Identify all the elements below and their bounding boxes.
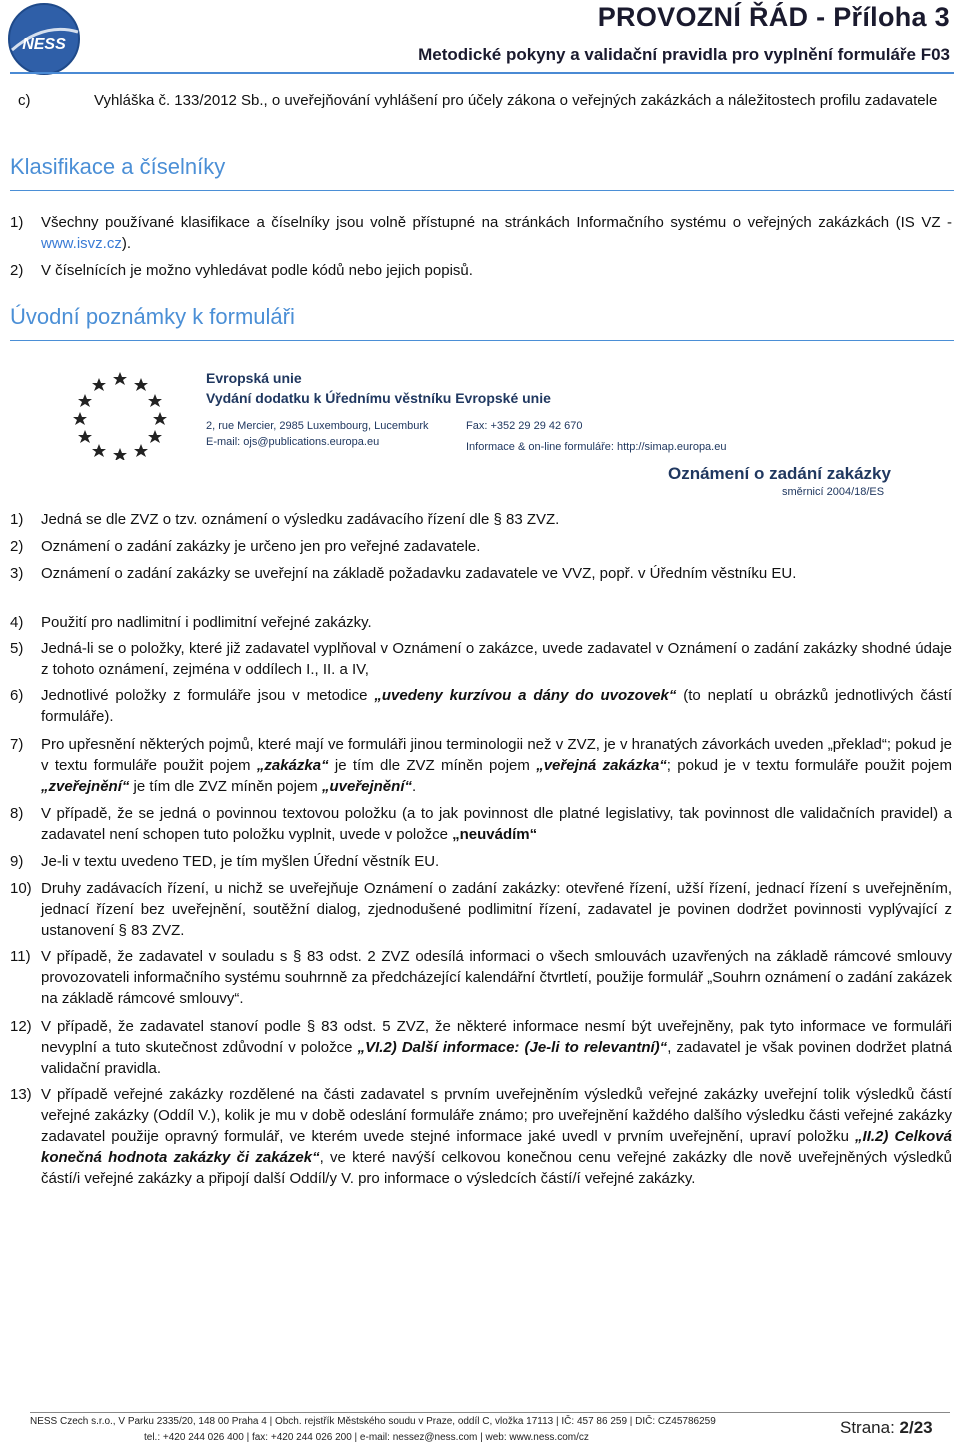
footer-contact-info: tel.: +420 244 026 400 | fax: +420 244 026 200 | e-mail: nessez@ness.com | web: www.ness.com/cz — [144, 1432, 589, 1443]
list-item — [10, 536, 952, 557]
section-heading-uvodni-poznamky: Úvodní poznámky k formuláři — [10, 304, 295, 329]
list-item-number: 7) — [10, 736, 24, 753]
list-item — [10, 878, 952, 941]
list-item-number: 4) — [10, 614, 24, 631]
list-item — [10, 1016, 952, 1079]
ness-logo — [4, 2, 84, 76]
list-item — [10, 509, 952, 530]
form-image-line: Evropská unie — [206, 370, 302, 386]
document-subtitle: Metodické pokyny a validační pravidla pro vyplnění formuláře F03 — [418, 45, 950, 64]
list-item-number: 13) — [10, 1086, 32, 1103]
list-item-text: Vyhláška č. 133/2012 Sb., o uveřejňování vyhlášení pro účely zákona o veřejných zakázkách a náležitostech profilu zadavatele — [94, 92, 938, 109]
list-item-number: 3) — [10, 565, 24, 582]
section-divider — [10, 190, 954, 191]
isvz-link[interactable]: www.isvz.cz — [41, 235, 122, 252]
page-number: Strana: 2/23 — [840, 1418, 933, 1437]
list-item-number: 5) — [10, 640, 24, 657]
list-item-text: V číselnících je možno vyhledávat podle kódů nebo jejich popisů. — [41, 262, 473, 279]
list-item-number: 6) — [10, 687, 24, 704]
list-item — [10, 803, 952, 845]
list-item-number: 1) — [10, 511, 24, 528]
list-item-number: 11) — [10, 948, 31, 965]
form-image-line: směrnicí 2004/18/ES — [782, 486, 885, 498]
list-item-text: Jedná-li se o položky, které již zadavatel vyplňoval v Oznámení o zakázce, uvede zadavatel v Oznámení o zadání zakázky shodné údaje z tohoto oznámení, zejména v oddílech I., II. a IV, — [41, 640, 952, 678]
list-item — [10, 212, 952, 254]
list-item-number: 1) — [10, 214, 24, 231]
list-item-text: Druhy zadávacích řízení, u nichž se uveřejňuje Oznámení o zadání zakázky: otevřené řízení, užší řízení, jednací řízení s uveřejněním, jednací řízení bez uveřejnění, soutěžní dialog, zjednodušené podlimitní řízení, zadavatel je povinen dodržet povinnosti vyplývající z ustanovení § 83 ZVZ. — [41, 880, 952, 939]
document-title: PROVOZNÍ ŘÁD - Příloha 3 — [597, 2, 950, 32]
footer-company-info: NESS Czech s.r.o., V Parku 2335/20, 148 00 Praha 4 | Obch. rejstřík Městského soudu v Praze, oddíl C, vložka 17113 | IČ: 457 86 259 | DIČ: CZ45786259 — [30, 1416, 716, 1427]
list-item-number: 12) — [10, 1018, 32, 1035]
list-item — [10, 734, 952, 797]
list-item-text: Je-li v textu uvedeno TED, je tím myšlen Úřední věstník EU. — [41, 853, 440, 870]
footer-divider — [30, 1412, 950, 1413]
form-image-line: Vydání dodatku k Úřednímu věstníku Evropské unie — [206, 390, 551, 406]
list-item-text: Všechny používané klasifikace a číselníky jsou volně přístupné na stránkách Informačního systému o veřejných zakázkách (IS VZ - www.isvz.cz). — [41, 214, 952, 252]
list-item-number: 2) — [10, 262, 24, 279]
list-item-number: 9) — [10, 853, 24, 870]
form-image-line: Informace & on-line formuláře: http://simap.europa.eu — [466, 441, 727, 453]
list-item-text: Oznámení o zadání zakázky je určeno jen pro veřejné zadavatele. — [41, 538, 481, 555]
list-item — [10, 685, 952, 727]
form-image-line: 2, rue Mercier, 2985 Luxembourg, Lucemburk — [206, 420, 429, 432]
header-divider — [10, 72, 954, 74]
section-heading-klasifikace: Klasifikace a číselníky — [10, 154, 226, 179]
logo-text: NESS — [22, 36, 66, 53]
list-item — [10, 612, 952, 633]
list-item — [10, 638, 952, 680]
form-image-title: Oznámení o zadání zakázky — [668, 464, 891, 483]
section-divider — [10, 340, 954, 341]
list-item-text: V případě, že se jedná o povinnou textovou položku (a to jak povinnost dle platné legislativy, tak povinnost dle validačních pravidel) a zadavatel není schopen tuto položku vyplnit, uvede v položce „neuvádím“ — [41, 805, 952, 843]
list-item — [10, 851, 952, 872]
list-item-text: V případě, že zadavatel v souladu s § 83 odst. 2 ZVZ odesílá informaci o všech smlouvách uzavřených na základě rámcové smlouvy provozovateli informačního systému souhrnně za předcházející kalendářní čtvrtletí, použije formulář „Souhrn oznámení o zadání zakázek na základě rámcové smlouvy“. — [41, 948, 952, 1007]
form-image-line: E-mail: ojs@publications.europa.eu — [206, 436, 380, 448]
list-item — [10, 260, 952, 281]
list-item-text: Použití pro nadlimitní i podlimitní veřejné zakázky. — [41, 614, 372, 631]
form-image-line: Fax: +352 29 29 42 670 — [466, 420, 583, 432]
list-item — [10, 563, 952, 584]
list-item-text: V případě, že zadavatel stanoví podle § 83 odst. 5 ZVZ, že některé informace nesmí být uveřejněny, pak tyto informace ve formuláři nevyplní a tuto skutečnost zdůvodní v položce „VI.2) Další informace: (Je-li to relevantní)“, zadavatel je však povinen dodržet platná validační pravidla. — [41, 1018, 952, 1077]
list-item-text: Oznámení o zadání zakázky se uveřejní na základě požadavku zadavatele ve VVZ, popř. v Úředním věstníku EU. — [41, 565, 797, 582]
list-item-text: Pro upřesnění některých pojmů, které mají ve formuláři jinou terminologii než v ZVZ, je v hranatých závorkách uveden „překlad“; pokud je v textu formuláře použit pojem „zakázka“ je tím dle ZVZ míněn pojem „veřejná zakázka“; pokud je v textu formuláře použit pojem „zveřejnění“ je tím dle ZVZ míněn pojem „uveřejnění“. — [41, 736, 953, 795]
list-item-number: 10) — [10, 880, 32, 897]
list-item — [10, 1084, 952, 1189]
eu-flag-icon — [50, 364, 190, 460]
list-item-number: 2) — [10, 538, 24, 555]
list-item-text: Jednotlivé položky z formuláře jsou v metodice „uvedeny kurzívou a dány do uvozovek“ (to neplatí u obrázků jednotlivých částí formuláře). — [41, 687, 953, 725]
list-item — [10, 90, 952, 111]
list-item-text: V případě veřejné zakázky rozdělené na části zadavatel s prvním uveřejněním výsledků veřejné zakázky uveřejní tolik výsledků částí veřejné zakázky (Oddíl V.), kolik je mu v době odeslání formuláře známo; pro uveřejnění každého dalšího výsledku části veřejné zakázky zadavatel použije opravný formulář, ve kterém uvede stejné informace jaké uvedl v prvním uveřejnění, upraví položku „II.2) Celková konečná hodnota zakázky či zakázek“, ve které navýší celkovou konečnou cenu veřejné zakázky dle nově uveřejněných výsledků částí/i veřejné zakázky a připojí další Oddíl/y V. pro informace o výsledcích částí/í veřejné zakázky. — [41, 1086, 952, 1187]
list-item-number: 8) — [10, 805, 24, 822]
list-item — [10, 946, 952, 1009]
list-item-number: c) — [18, 92, 31, 109]
list-item-text: Jedná se dle ZVZ o tzv. oznámení o výsledku zadávacího řízení dle § 83 ZVZ. — [41, 511, 560, 528]
